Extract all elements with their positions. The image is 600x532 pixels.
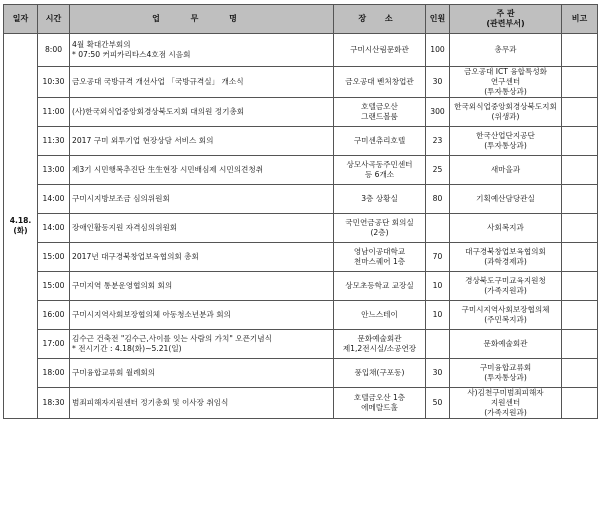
place-line: 안느스테이 xyxy=(361,310,398,319)
duty-line: 금오공대 국방규격 개선사업 「국방규격실」 개소식 xyxy=(72,77,244,86)
duty-cell xyxy=(70,67,334,98)
host-line-sub: (위생과) xyxy=(491,112,520,121)
people-cell: 30 xyxy=(426,67,450,98)
header-host xyxy=(450,5,562,34)
note-cell xyxy=(562,359,598,388)
place-line-sub: 제1,2전시실/소공연장 xyxy=(342,344,417,353)
place-line-sub: 에메랄드홀 xyxy=(361,403,398,412)
duty-line: 구미융합교류회 월례회의 xyxy=(72,368,156,377)
place-line: 국민연금공단 회의실 xyxy=(345,218,414,227)
duty-line: 구미시지방보조금 심의위원회 xyxy=(72,194,170,203)
place-line: 구미센츄리호텔 xyxy=(353,136,406,145)
place-line: 영남이공대학교 xyxy=(353,247,406,256)
duty-cell xyxy=(70,127,334,156)
duty-cell xyxy=(70,301,334,330)
duty-cell xyxy=(70,330,334,359)
host-cell xyxy=(450,272,562,301)
duty-line: 김수근 건축전 "김수근,사이를 잇는 사람의 가치" 오픈기념식 xyxy=(72,334,272,343)
place-cell xyxy=(334,388,426,419)
duty-line-sub: * 전시기간 : 4.18(화)~5.21(일) xyxy=(72,344,182,353)
note-cell xyxy=(562,67,598,98)
place-line-sub: (2층) xyxy=(370,228,389,237)
host-line: 구미융합교류회 xyxy=(479,363,532,372)
people-cell: 100 xyxy=(426,34,450,67)
host-cell xyxy=(450,359,562,388)
header-time: 시간 xyxy=(38,5,70,34)
people-cell: 50 xyxy=(426,388,450,419)
time-cell: 11:00 xyxy=(38,98,70,127)
duty-line: 장애인활동지원 자격심의위원회 xyxy=(72,223,178,232)
header-note: 비고 xyxy=(562,5,598,34)
header-date: 일자 xyxy=(4,5,38,34)
note-cell xyxy=(562,243,598,272)
table-row xyxy=(4,98,598,127)
place-line: 문화예술회관 xyxy=(357,334,402,343)
place-cell xyxy=(334,272,426,301)
people-cell: 10 xyxy=(426,301,450,330)
people-cell xyxy=(426,330,450,359)
people-cell xyxy=(426,214,450,243)
duty-line: (사)한국외식업중앙회경상북도지회 대의원 정기총회 xyxy=(72,107,245,116)
note-cell xyxy=(562,34,598,67)
host-line: 금오공대 ICT 융합특성화 xyxy=(463,67,548,76)
duty-cell xyxy=(70,34,334,67)
note-cell xyxy=(562,301,598,330)
table-row xyxy=(4,185,598,214)
host-cell xyxy=(450,185,562,214)
host-line-sub: (주민복지과) xyxy=(484,315,527,324)
place-line-sub: 천마스퀘어 1층 xyxy=(353,257,406,266)
time-cell: 18:00 xyxy=(38,359,70,388)
note-cell xyxy=(562,388,598,419)
table-row xyxy=(4,243,598,272)
note-cell xyxy=(562,185,598,214)
place-cell xyxy=(334,359,426,388)
host-cell xyxy=(450,301,562,330)
host-line-sub: 연구센터 xyxy=(490,77,521,86)
host-cell xyxy=(450,243,562,272)
table-row xyxy=(4,388,598,419)
people-cell: 80 xyxy=(426,185,450,214)
duty-cell xyxy=(70,359,334,388)
place-cell xyxy=(334,156,426,185)
place-line-sub: 등 6개소 xyxy=(364,170,395,179)
note-cell xyxy=(562,330,598,359)
time-cell: 16:00 xyxy=(38,301,70,330)
table-row xyxy=(4,34,598,67)
duty-cell xyxy=(70,214,334,243)
duty-cell xyxy=(70,243,334,272)
host-cell xyxy=(450,214,562,243)
host-line: 한국산업단지공단 xyxy=(476,131,535,140)
header-place: 장 소 xyxy=(334,5,426,34)
table-row xyxy=(4,301,598,330)
host-line: 사회복지과 xyxy=(487,223,524,232)
place-cell xyxy=(334,185,426,214)
table-row xyxy=(4,127,598,156)
host-line: 구미시지역사회보장협의체 xyxy=(461,305,550,314)
host-cell xyxy=(450,34,562,67)
time-cell: 11:30 xyxy=(38,127,70,156)
place-line: 3층 상황실 xyxy=(361,194,398,203)
table-row xyxy=(4,359,598,388)
place-cell xyxy=(334,67,426,98)
table-row xyxy=(4,214,598,243)
header-host-title: 주 관 xyxy=(496,9,515,18)
duty-cell xyxy=(70,388,334,419)
place-line: 상모초등학교 교장실 xyxy=(345,281,414,290)
table-row xyxy=(4,67,598,98)
time-cell: 18:30 xyxy=(38,388,70,419)
duty-line: 2017년 대구경북창업보육협의회 총회 xyxy=(72,252,199,261)
host-line: 한국외식업중앙회경상북도지회 xyxy=(454,102,557,111)
date-cell xyxy=(4,34,38,419)
duty-cell xyxy=(70,98,334,127)
time-cell: 15:00 xyxy=(38,243,70,272)
host-line-sub: (가족지원과) xyxy=(484,286,527,295)
time-cell: 17:00 xyxy=(38,330,70,359)
note-cell xyxy=(562,98,598,127)
place-cell xyxy=(334,301,426,330)
place-cell xyxy=(334,330,426,359)
header-host-sub: (관련부서) xyxy=(486,19,525,28)
place-line: 금오공대 벤처창업관 xyxy=(345,77,414,86)
place-line: 상모사곡동주민센터 xyxy=(346,160,413,169)
host-cell xyxy=(450,388,562,419)
table-row xyxy=(4,272,598,301)
time-cell: 14:00 xyxy=(38,214,70,243)
host-line: 총무과 xyxy=(494,45,517,54)
note-cell xyxy=(562,127,598,156)
schedule-table xyxy=(3,4,598,419)
host-line-sub: (과학경제과) xyxy=(484,257,527,266)
time-cell: 15:00 xyxy=(38,272,70,301)
duty-line: 범죄피해자지원센터 정기총회 및 이사장 취임식 xyxy=(72,398,229,407)
people-cell: 300 xyxy=(426,98,450,127)
header-people: 인원 xyxy=(426,5,450,34)
place-cell xyxy=(334,98,426,127)
time-cell: 10:30 xyxy=(38,67,70,98)
people-cell: 10 xyxy=(426,272,450,301)
duty-line: 4월 확대간부회의 xyxy=(72,40,131,49)
host-line: 새마을과 xyxy=(490,165,521,174)
host-cell xyxy=(450,330,562,359)
duty-line: 제3기 시민행복추진단 生生현장 시민배심제 시민의견청취 xyxy=(72,165,264,174)
time-cell: 8:00 xyxy=(38,34,70,67)
host-line-sub: 지원센터 xyxy=(490,398,521,407)
date-weekday: (화) xyxy=(13,226,28,235)
host-line-sub: (투자통상과) xyxy=(484,87,527,96)
host-cell xyxy=(450,98,562,127)
host-line-sub: (가족지원과) xyxy=(484,408,527,417)
people-cell: 70 xyxy=(426,243,450,272)
note-cell xyxy=(562,156,598,185)
date-day: 4.18. xyxy=(9,216,32,225)
place-line: 구미시산림문화관 xyxy=(350,45,409,54)
host-cell xyxy=(450,156,562,185)
place-line-sub: 그랜드볼룸 xyxy=(361,112,398,121)
duty-line: 구미시지역사회보장협의체 아동청소년분과 회의 xyxy=(72,310,231,319)
place-line: 호텔금오산 xyxy=(361,102,398,111)
host-line-sub: (투자통상과) xyxy=(484,141,527,150)
place-cell xyxy=(334,127,426,156)
place-cell xyxy=(334,214,426,243)
duty-line-sub: * 07:50 커피카리타스4호점 시음회 xyxy=(72,50,191,59)
people-cell: 25 xyxy=(426,156,450,185)
place-line: 호텔금오산 1층 xyxy=(353,393,406,402)
place-line: 풍입채(구포동) xyxy=(354,368,405,377)
people-cell: 23 xyxy=(426,127,450,156)
host-line: 사)김천구미범죄피해자 xyxy=(467,388,544,397)
note-cell xyxy=(562,272,598,301)
time-cell: 13:00 xyxy=(38,156,70,185)
host-cell xyxy=(450,67,562,98)
host-line: 문화예술회관 xyxy=(483,339,528,348)
table-row xyxy=(4,156,598,185)
host-line-sub: (투자통상과) xyxy=(484,373,527,382)
host-line: 기획예산담당관실 xyxy=(476,194,535,203)
time-cell: 14:00 xyxy=(38,185,70,214)
people-cell: 30 xyxy=(426,359,450,388)
place-cell xyxy=(334,243,426,272)
note-cell xyxy=(562,214,598,243)
host-line: 경상북도구미교육지원청 xyxy=(465,276,546,285)
table-row xyxy=(4,330,598,359)
duty-cell xyxy=(70,156,334,185)
header-duty: 업 무 명 xyxy=(70,5,334,34)
header-row xyxy=(4,5,598,34)
place-cell xyxy=(334,34,426,67)
host-cell xyxy=(450,127,562,156)
duty-line: 구미지역 통분운영협의회 회의 xyxy=(72,281,173,290)
duty-cell xyxy=(70,272,334,301)
duty-line: 2017 구미 외투기업 현장상담 서비스 회의 xyxy=(72,136,214,145)
host-line: 대구경북창업보육협의회 xyxy=(465,247,546,256)
duty-cell xyxy=(70,185,334,214)
